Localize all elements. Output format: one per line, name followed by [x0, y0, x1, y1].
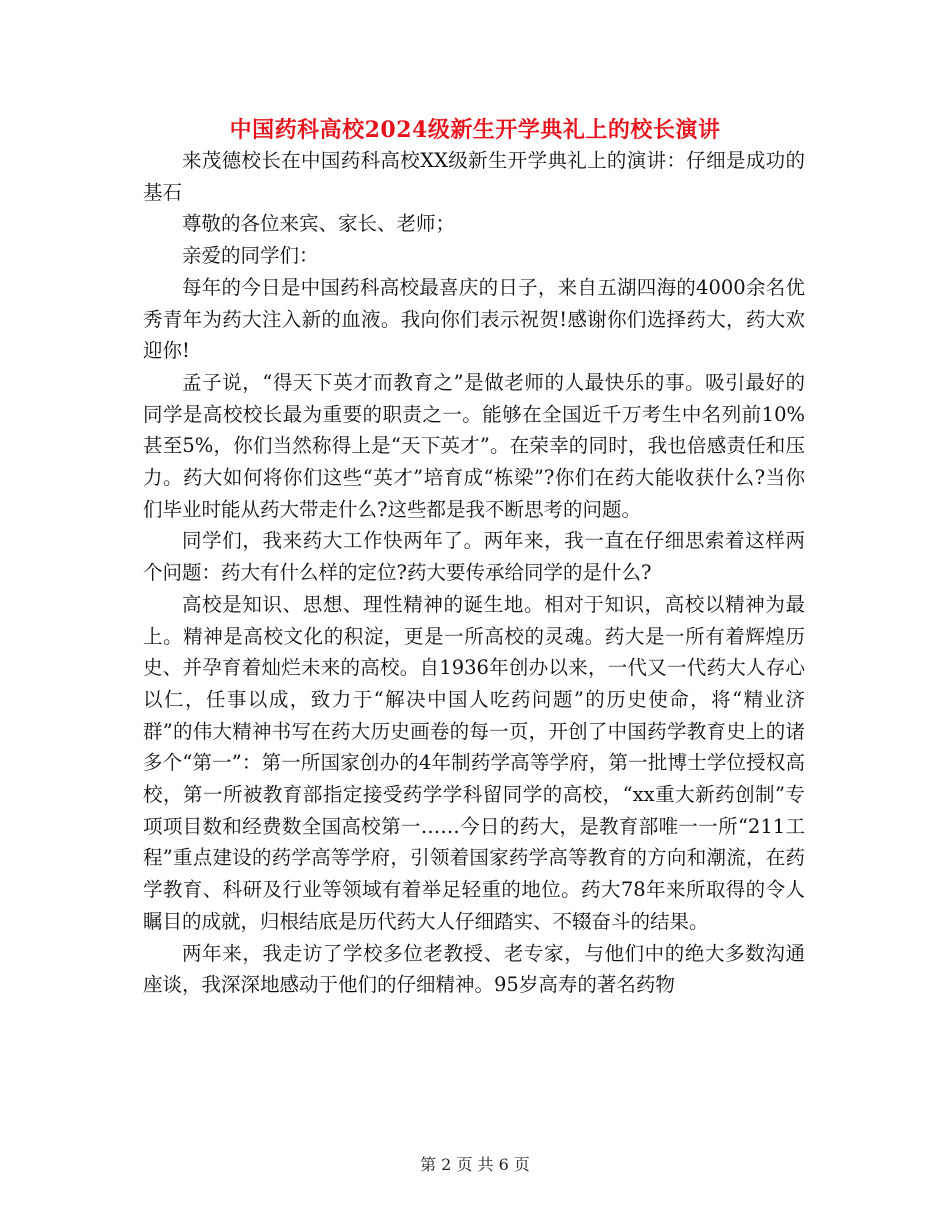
- document-body: [143, 145, 805, 1001]
- page-footer: 第 2 页 共 6 页: [420, 1155, 530, 1174]
- document-title: 中国药科高校2024级新生开学典礼上的校长演讲: [229, 117, 721, 143]
- paragraph-greeting-guests: 尊敬的各位来宾、家长、老师；: [182, 212, 456, 236]
- paragraph-welcome: 每年的今日是中国药科高校最喜庆的日子，来自五湖四海的4000余名优秀青年为药大注入新的血液。我向你们表示祝贺!感谢你们选择药大，药大欢迎你!: [143, 275, 805, 363]
- paragraph-greeting-students: 亲爱的同学们：: [182, 244, 319, 268]
- paragraph-university-spirit: 高校是知识、思想、理性精神的诞生地。相对于知识，高校以精神为最上。精神是高校文化的积淀，更是一所高校的灵魂。药大是一所有着辉煌历史、并孕育着灿烂未来的高校。自1936年创办以来，一代又一代药大人存心以仁，任事以成，致力于“解决中国人吃药问题”的历史使命，将“精业济群”的伟大精神书写在药大历史画卷的每一页，开创了中国药学教育史上的诸多个“第一”：第一所国家创办的4年制药学高等学府，第一批博士学位授权高校，第一所被教育部指定接受药学学科留同学的高校，“xx重大新药创制”专项项目数和经费数全国高校第一……今日的药大，是教育部唯一一所“211工程”重点建设的药学高等学府，引领着国家药学高等教育的方向和潮流，在药学教育、科研及行业等领域有着举足轻重的地位。药大78年来所取得的令人瞩目的成就，归根结底是历代药大人仔细踏实、不辍奋斗的结果。: [143, 592, 805, 933]
- paragraph-mencius: 孟子说，“得天下英才而教育之”是做老师的人最快乐的事。吸引最好的同学是高校校长最为重要的职责之一。能够在全国近千万考生中名列前10%甚至5%，你们当然称得上是“天下英才”。在荣幸的同时，我也倍感责任和压力。药大如何将你们这些“英才”培育成“栋梁”?你们在药大能收获什么?当你们毕业时能从药大带走什么?这些都是我不断思考的问题。: [143, 370, 805, 521]
- paragraph-subtitle: 来茂德校长在中国药科高校XX级新生开学典礼上的演讲：仔细是成功的基石: [143, 149, 805, 204]
- paragraph-visits: 两年来，我走访了学校多位老教授、老专家，与他们中的绝大多数沟通座谈，我深深地感动于他们的仔细精神。95岁高寿的著名药物: [143, 941, 805, 997]
- paragraph-two-questions: 同学们，我来药大工作快两年了。两年来，我一直在仔细思索着这样两个问题：药大有什么样的定位?药大要传承给同学的是什么?: [143, 529, 805, 585]
